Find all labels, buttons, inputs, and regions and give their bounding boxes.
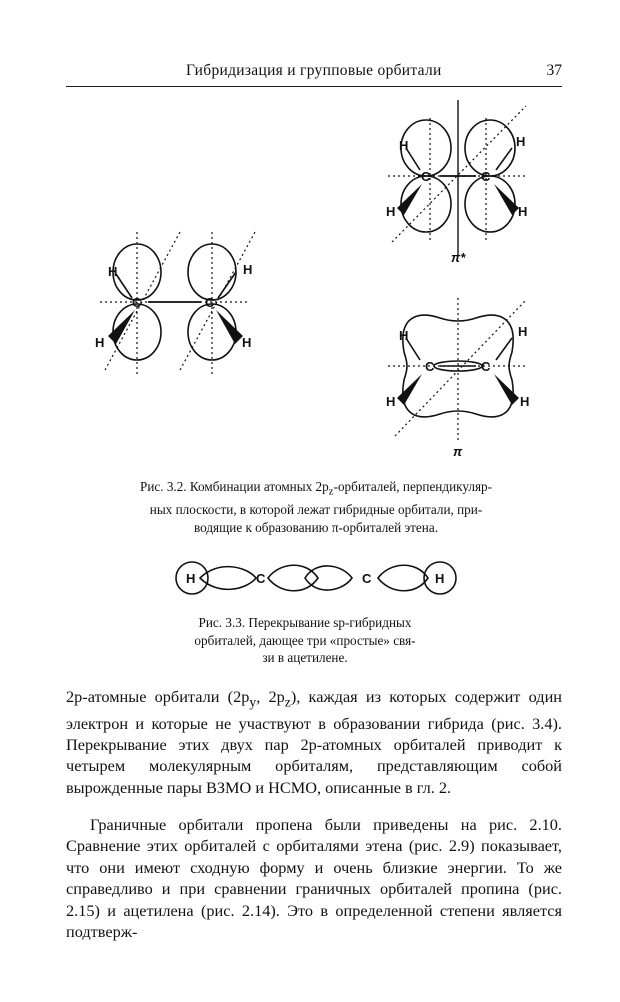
header-title: Гибридизация и групповые орбитали xyxy=(186,62,442,79)
h-label: H xyxy=(399,138,409,153)
ethene-pi-star xyxy=(388,100,528,255)
h-label: H xyxy=(242,335,252,350)
page-number: 37 xyxy=(546,62,562,79)
ethene-orbitals-left xyxy=(100,232,255,375)
pi-label: π xyxy=(453,444,463,459)
h-label: H xyxy=(435,571,445,586)
c-label: C xyxy=(362,571,372,586)
body-paragraph: 2p-атомные орбитали ($2p_y$, $2p_z$), каждая из которых содержит один электрон и которые не участвуют в образовании гибрида (рис. 3.4). Перекрывание этих двух пар 2p-атомных орбиталей приводит к четырем молекулярным орбиталям, представляющим собой вырожденные пары ВЗМО и НСМО, описанные в гл. 2. xyxy=(66,687,563,797)
c-label: C xyxy=(481,169,491,184)
c-label: C xyxy=(421,169,431,184)
h-label: H xyxy=(516,134,526,149)
h-label: H xyxy=(243,262,253,277)
h-label: H xyxy=(386,394,396,409)
c-label: C xyxy=(205,295,215,310)
pi-star-label: π* xyxy=(451,250,466,265)
c-label: C xyxy=(481,359,491,374)
acetylene-sp-overlap xyxy=(176,562,456,594)
figure-3-3-caption: Рис. 3.3. Перекрывание sp-гибридных орбиталей, дающее три «простые» свя- зи в ацетилене. xyxy=(194,615,416,665)
c-label: C xyxy=(425,359,435,374)
h-label: H xyxy=(95,335,105,350)
figure-3-2-caption: Рис. 3.2. Комбинации атомных $2p_z$-орбиталей, перпендикуляр- ных плоскости, в которой лежат гибридные орбитали, при- водящие к образованию π-орбиталей этена. xyxy=(139,479,492,535)
h-label: H xyxy=(186,571,196,586)
h-label: H xyxy=(518,204,528,219)
h-label: H xyxy=(520,394,530,409)
c-label: C xyxy=(256,571,266,586)
body-paragraph: Граничные орбитали пропена были приведены на рис. 2.10. Сравнение этих орбиталей с орбиталями этена (рис. 2.9) показывает, что они имеют сходную форму и очень близкие энергии. То же справедливо и при сравнении граничных орбиталей пропина (рис. 2.15) и ацетилена (рис. 2.14). Это в определенной степени является подтверж- xyxy=(66,815,562,942)
h-label: H xyxy=(108,264,118,279)
c-label: C xyxy=(132,295,142,310)
h-label: H xyxy=(399,328,409,343)
h-label: H xyxy=(386,204,396,219)
h-label: H xyxy=(518,324,528,339)
ethene-pi xyxy=(388,298,528,440)
